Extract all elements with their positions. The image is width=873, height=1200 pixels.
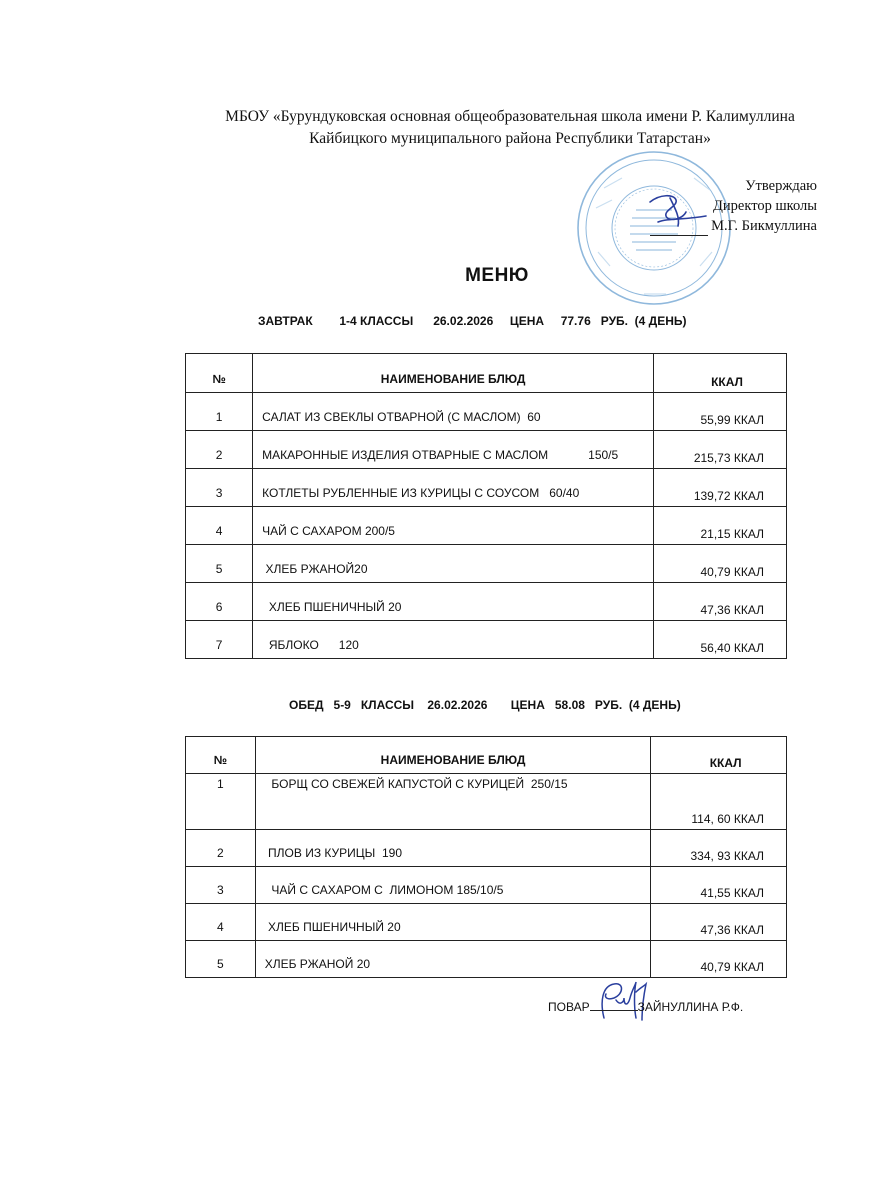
lunch-caption: ОБЕД 5-9 КЛАССЫ 26.02.2026 ЦЕНА 58.08 РУБ. (4 ДЕНЬ) [289, 698, 681, 712]
dish-name: ЧАЙ С САХАРОМ С ЛИМОНОМ 185/10/5 [255, 867, 651, 904]
dish-kcal: 47,36 ККАЛ [654, 583, 787, 621]
column-header-kcal: ККАЛ [654, 354, 787, 393]
row-number: 1 [186, 774, 256, 830]
dish-name: МАКАРОННЫЕ ИЗДЕЛИЯ ОТВАРНЫЕ С МАСЛОМ 150/5 [253, 431, 654, 469]
dish-kcal: 139,72 ККАЛ [654, 469, 787, 507]
row-number: 6 [186, 583, 253, 621]
dish-name: БОРЩ СО СВЕЖЕЙ КАПУСТОЙ С КУРИЦЕЙ 250/15 [255, 774, 651, 830]
column-header-kcal: ККАЛ [651, 737, 787, 774]
dish-name: ЧАЙ С САХАРОМ 200/5 [253, 507, 654, 545]
row-number: 2 [186, 431, 253, 469]
table-row [186, 431, 787, 469]
row-number: 2 [186, 830, 256, 867]
org-line-2: Кайбицкого муниципального района Республики Татарстан» [309, 130, 711, 147]
dish-name: ХЛЕБ ПШЕНИЧНЫЙ 20 [255, 904, 651, 941]
cook-name: ЗАЙНУЛЛИНА Р.Ф. [637, 1000, 744, 1014]
table-row [186, 621, 787, 659]
row-number: 5 [186, 941, 256, 978]
table-row [186, 941, 787, 978]
column-header-number: № [186, 737, 256, 774]
table-row [186, 469, 787, 507]
row-number: 3 [186, 867, 256, 904]
table-row [186, 507, 787, 545]
row-number: 7 [186, 621, 253, 659]
row-number: 5 [186, 545, 253, 583]
dish-kcal: 40,79 ККАЛ [654, 545, 787, 583]
column-header-number: № [186, 354, 253, 393]
column-header-dish: НАИМЕНОВАНИЕ БЛЮД [253, 354, 654, 393]
approval-block [650, 176, 817, 236]
dish-kcal: 40,79 ККАЛ [651, 941, 787, 978]
breakfast-table [185, 353, 787, 659]
table-header-row [186, 354, 787, 393]
table-row [186, 545, 787, 583]
dish-name: КОТЛЕТЫ РУБЛЕННЫЕ ИЗ КУРИЦЫ С СОУСОМ 60/40 [253, 469, 654, 507]
dish-name: САЛАТ ИЗ СВЕКЛЫ ОТВАРНОЙ (С МАСЛОМ) 60 [253, 393, 654, 431]
cook-signature-block [548, 1000, 743, 1014]
breakfast-caption: ЗАВТРАК 1-4 КЛАССЫ 26.02.2026 ЦЕНА 77.76 РУБ. (4 ДЕНЬ) [258, 314, 687, 328]
dish-kcal: 21,15 ККАЛ [654, 507, 787, 545]
table-row [186, 774, 787, 830]
table-row [186, 904, 787, 941]
row-number: 4 [186, 904, 256, 941]
dish-name: ХЛЕБ РЖАНОЙ 20 [255, 941, 651, 978]
organization-header [150, 106, 870, 150]
dish-kcal: 114, 60 ККАЛ [651, 774, 787, 830]
dish-name: ПЛОВ ИЗ КУРИЦЫ 190 [255, 830, 651, 867]
director-title: Директор школы [713, 198, 817, 214]
table-row [186, 393, 787, 431]
dish-kcal: 56,40 ККАЛ [654, 621, 787, 659]
dish-kcal: 55,99 ККАЛ [654, 393, 787, 431]
row-number: 3 [186, 469, 253, 507]
dish-kcal: 334, 93 ККАЛ [651, 830, 787, 867]
row-number: 1 [186, 393, 253, 431]
page-title: МЕНЮ [465, 265, 529, 286]
org-line-1: МБОУ «Бурундуковская основная общеобразовательная школа имени Р. Калимуллина [225, 108, 795, 125]
signature-line [650, 221, 708, 236]
table-row [186, 583, 787, 621]
row-number: 4 [186, 507, 253, 545]
approve-label: Утверждаю [745, 178, 817, 194]
lunch-table [185, 736, 787, 978]
dish-kcal: 215,73 ККАЛ [654, 431, 787, 469]
table-row [186, 830, 787, 867]
column-header-dish: НАИМЕНОВАНИЕ БЛЮД [255, 737, 651, 774]
director-name: М.Г. Бикмуллина [711, 218, 817, 234]
dish-name: ХЛЕБ РЖАНОЙ20 [253, 545, 654, 583]
dish-kcal: 47,36 ККАЛ [651, 904, 787, 941]
table-header-row [186, 737, 787, 774]
dish-name: ЯБЛОКО 120 [253, 621, 654, 659]
dish-kcal: 41,55 ККАЛ [651, 867, 787, 904]
dish-name: ХЛЕБ ПШЕНИЧНЫЙ 20 [253, 583, 654, 621]
table-row [186, 867, 787, 904]
cook-label: ПОВАР [548, 1000, 590, 1014]
